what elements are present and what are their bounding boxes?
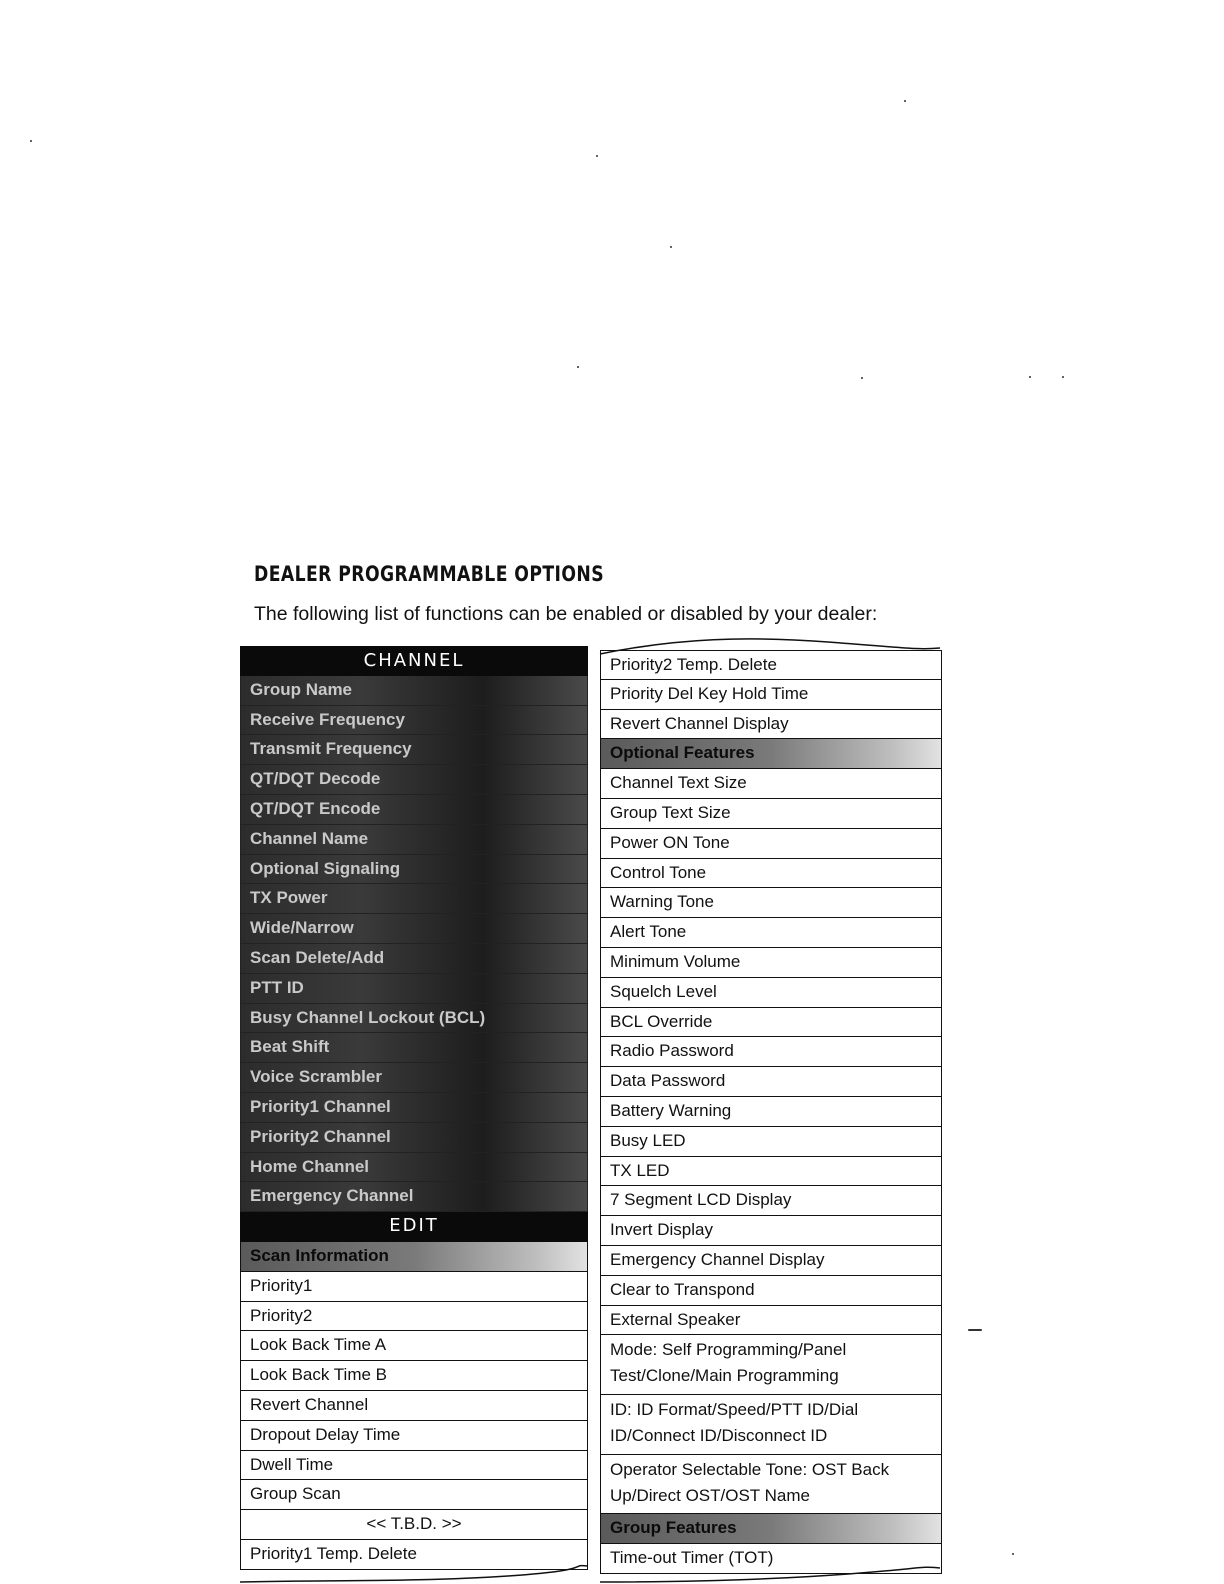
option-row: Priority1 Temp. Delete (240, 1540, 588, 1570)
option-row: Group Text Size (600, 799, 942, 829)
option-row: Priority Del Key Hold Time (600, 680, 942, 710)
subsection-row: Optional Signaling (240, 855, 588, 885)
subsection-row: Priority1 Channel (240, 1093, 588, 1123)
option-row: Squelch Level (600, 978, 942, 1008)
scan-speck (904, 100, 906, 102)
subsection-row: Receive Frequency (240, 706, 588, 736)
option-row: Dwell Time (240, 1451, 588, 1481)
option-row: Invert Display (600, 1216, 942, 1246)
option-row: Revert Channel Display (600, 710, 942, 740)
option-row: Operator Selectable Tone: OST Back Up/Direct OST/OST Name (600, 1455, 942, 1515)
scan-speck (861, 377, 863, 379)
option-row: TX LED (600, 1157, 942, 1187)
subsection-row: Optional Features (600, 739, 942, 769)
subsection-row: Busy Channel Lockout (BCL) (240, 1004, 588, 1034)
option-row: Revert Channel (240, 1391, 588, 1421)
subsection-row: QT/DQT Encode (240, 795, 588, 825)
option-row: Battery Warning (600, 1097, 942, 1127)
option-row: Minimum Volume (600, 948, 942, 978)
option-row: Priority1 (240, 1272, 588, 1302)
subsection-row: TX Power (240, 884, 588, 914)
option-row: BCL Override (600, 1008, 942, 1038)
subsection-row: Voice Scrambler (240, 1063, 588, 1093)
scan-speck (1029, 376, 1031, 378)
wavy-edge-top-right (598, 636, 944, 656)
subsection-row: Group Name (240, 676, 588, 706)
option-row: Alert Tone (600, 918, 942, 948)
scan-speck (1062, 376, 1064, 378)
option-row: External Speaker (600, 1306, 942, 1336)
option-row: Control Tone (600, 859, 942, 889)
option-row: Look Back Time B (240, 1361, 588, 1391)
subsection-row: Home Channel (240, 1153, 588, 1183)
option-row: Data Password (600, 1067, 942, 1097)
option-row: Dropout Delay Time (240, 1421, 588, 1451)
subsection-row: Beat Shift (240, 1033, 588, 1063)
subsection-row: Channel Name (240, 825, 588, 855)
scan-speck (577, 366, 579, 368)
options-column-left (240, 646, 588, 1570)
scan-speck (1012, 1553, 1014, 1555)
option-row: Clear to Transpond (600, 1276, 942, 1306)
scan-speck (968, 1329, 982, 1331)
option-row: Group Scan (240, 1480, 588, 1510)
subsection-row: QT/DQT Decode (240, 765, 588, 795)
option-row: ID: ID Format/Speed/PTT ID/Dial ID/Connect ID/Disconnect ID (600, 1395, 942, 1455)
option-row: Radio Password (600, 1037, 942, 1067)
option-row: Emergency Channel Display (600, 1246, 942, 1276)
option-row: Mode: Self Programming/Panel Test/Clone/Main Programming (600, 1335, 942, 1395)
subsection-row: Scan Information (240, 1242, 588, 1272)
option-row: Priority2 Temp. Delete (600, 650, 942, 680)
option-row: << T.B.D. >> (240, 1510, 588, 1540)
options-column-right (600, 650, 942, 1574)
option-row: Power ON Tone (600, 829, 942, 859)
option-row: Look Back Time A (240, 1331, 588, 1361)
subsection-row: Priority2 Channel (240, 1123, 588, 1153)
option-row: Time-out Timer (TOT) (600, 1544, 942, 1574)
subsection-row: Transmit Frequency (240, 735, 588, 765)
scan-speck (596, 155, 598, 157)
scan-speck (670, 246, 672, 248)
subsection-row: Wide/Narrow (240, 914, 588, 944)
section-header-edit: EDIT (240, 1212, 588, 1242)
option-row: 7 Segment LCD Display (600, 1186, 942, 1216)
option-row: Priority2 (240, 1302, 588, 1332)
subsection-row: Group Features (600, 1514, 942, 1544)
option-row: Busy LED (600, 1127, 942, 1157)
subsection-row: Scan Delete/Add (240, 944, 588, 974)
intro-text: The following list of functions can be enabled or disabled by your dealer: (254, 603, 878, 625)
wavy-edge-bottom-right (598, 1560, 944, 1584)
subsection-row: Emergency Channel (240, 1182, 588, 1212)
page-title: DEALER PROGRAMMABLE OPTIONS (254, 562, 605, 586)
scan-speck (30, 140, 32, 142)
subsection-row: PTT ID (240, 974, 588, 1004)
option-row: Warning Tone (600, 888, 942, 918)
wavy-edge-bottom-left (238, 1560, 590, 1584)
section-header-channel: CHANNEL (240, 646, 588, 676)
option-row: Channel Text Size (600, 769, 942, 799)
